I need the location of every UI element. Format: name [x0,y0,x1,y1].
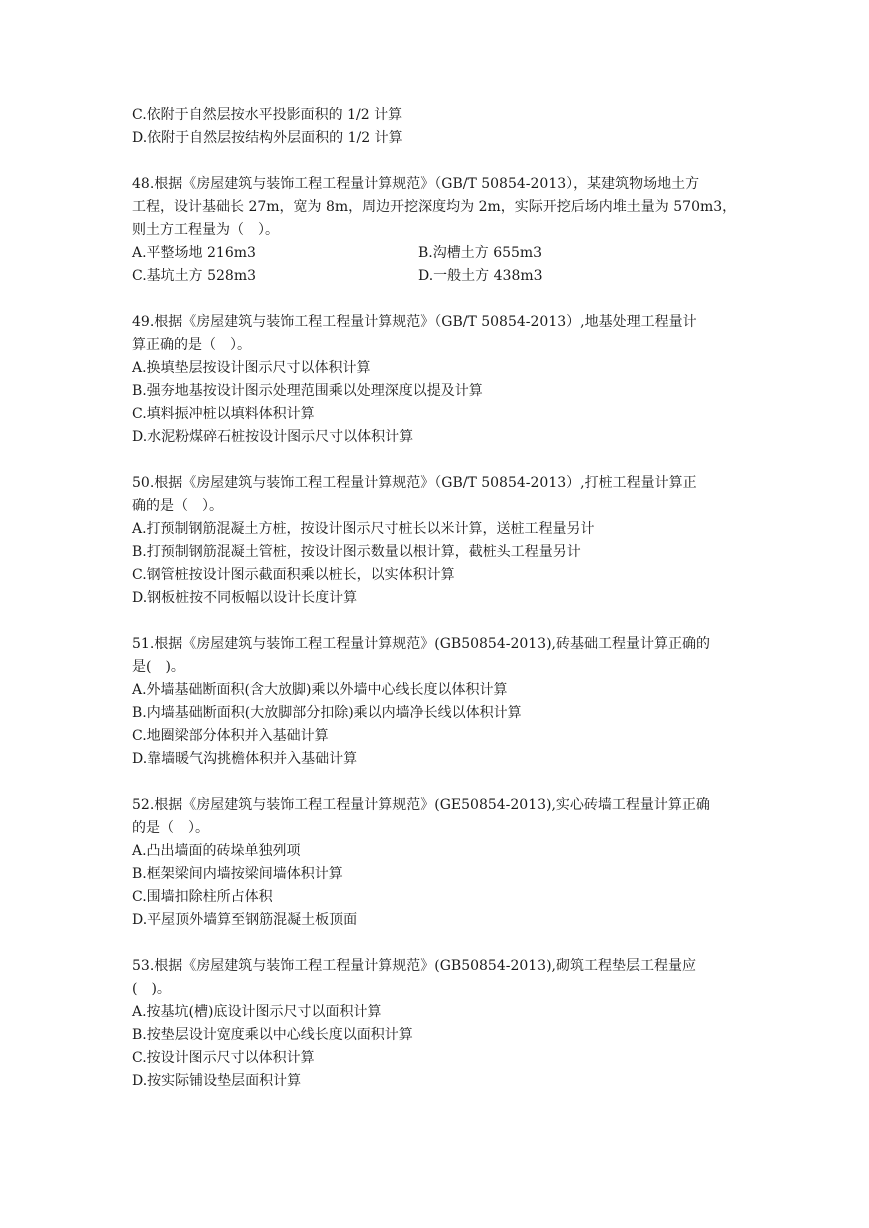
option-d: D.平屋顶外墙算至钢筋混凝土板顶面 [132,912,358,928]
q47-option-c: C.依附于自然层按水平投影面积的 1/2 计算 [132,107,403,123]
question-text-line: 则土方工程量为（ ）。 [132,222,279,238]
question-49 [132,311,742,449]
option-c: C.围墙扣除柱所占体积 [132,889,273,905]
question-text-line: 50.根据《房屋建筑与装饰工程工程量计算规范》（GB/T 50854-2013）,打桩工程量计算正 [132,475,697,491]
question-text-line: 确的是（ ）。 [132,498,223,514]
option-c: C.填料振冲桩以填料体积计算 [132,406,315,422]
question-51 [132,633,742,771]
option-d: D.钢板桩按不同板幅以设计长度计算 [132,590,358,606]
option-b: B.按垫层设计宽度乘以中心线长度以面积计算 [132,1027,413,1043]
option-b: B.打预制钢筋混凝土管桩，按设计图示数量以根计算，截桩头工程量另计 [132,544,581,560]
option-a: A.换填垫层按设计图示尺寸以体积计算 [132,360,371,376]
option-b: B.框架梁间内墙按梁间墙体积计算 [132,866,343,882]
question-53 [132,955,742,1093]
option-c: C.基坑土方 528m3 [132,268,257,284]
option-c: C.地圈梁部分体积并入基础计算 [132,728,329,744]
option-d: D.靠墙暖气沟挑檐体积并入基础计算 [132,751,358,767]
question-text-line: 49.根据《房屋建筑与装饰工程工程量计算规范》（GB/T 50854-2013）,地基处理工程量计 [132,314,697,330]
option-a: A.按基坑(槽)底设计图示尺寸以面积计算 [132,1004,382,1020]
question-text-line: 是( )。 [132,659,185,675]
document-page [132,104,742,1093]
question-48 [132,173,742,288]
question-50 [132,472,742,610]
option-b: B.内墙基础断面积(大放脚部分扣除)乘以内墙净长线以体积计算 [132,705,522,721]
option-b: B.强夯地基按设计图示处理范围乘以处理深度以提及计算 [132,383,483,399]
option-a: A.打预制钢筋混凝土方桩，按设计图示尺寸桩长以米计算，送桩工程量另计 [132,521,595,537]
option-d: D.按实际铺设垫层面积计算 [132,1073,302,1089]
option-d: D.一般土方 438m3 [418,268,543,284]
question-text-line: 53.根据《房屋建筑与装饰工程工程量计算规范》(GB50854-2013),砌筑工程垫层工程量应 [132,958,697,974]
question-text-line: 工程，设计基础长 27m，宽为 8m，周边开挖深度均为 2m，实际开挖后场内堆土量为 570m3， [132,199,737,215]
question-text-line: 52.根据《房屋建筑与装饰工程工程量计算规范》(GE50854-2013),实心砖墙工程量计算正确 [132,797,710,813]
question-text-line: 48.根据《房屋建筑与装饰工程工程量计算规范》（GB/T 50854-2013），某建筑物场地土方 [132,176,700,192]
question-52 [132,794,742,932]
question-text-line: 的是（ ）。 [132,820,209,836]
question-text-line: ( )。 [132,981,171,997]
option-a: A.平整场地 216m3 [132,245,256,261]
option-c: C.按设计图示尺寸以体积计算 [132,1050,315,1066]
q47-option-d: D.依附于自然层按结构外层面积的 1/2 计算 [132,130,403,146]
option-a: A.凸出墙面的砖垛单独列项 [132,843,301,859]
option-b: B.沟槽土方 655m3 [418,245,543,261]
option-a: A.外墙基础断面积(含大放脚)乘以外墙中心线长度以体积计算 [132,682,508,698]
question-text-line: 51.根据《房屋建筑与装饰工程工程量计算规范》(GB50854-2013),砖基础工程量计算正确的 [132,636,711,652]
option-d: D.水泥粉煤碎石桩按设计图示尺寸以体积计算 [132,429,414,445]
option-c: C.钢管桩按设计图示截面积乘以桩长，以实体积计算 [132,567,455,583]
question-text-line: 算正确的是（ ）。 [132,337,251,353]
